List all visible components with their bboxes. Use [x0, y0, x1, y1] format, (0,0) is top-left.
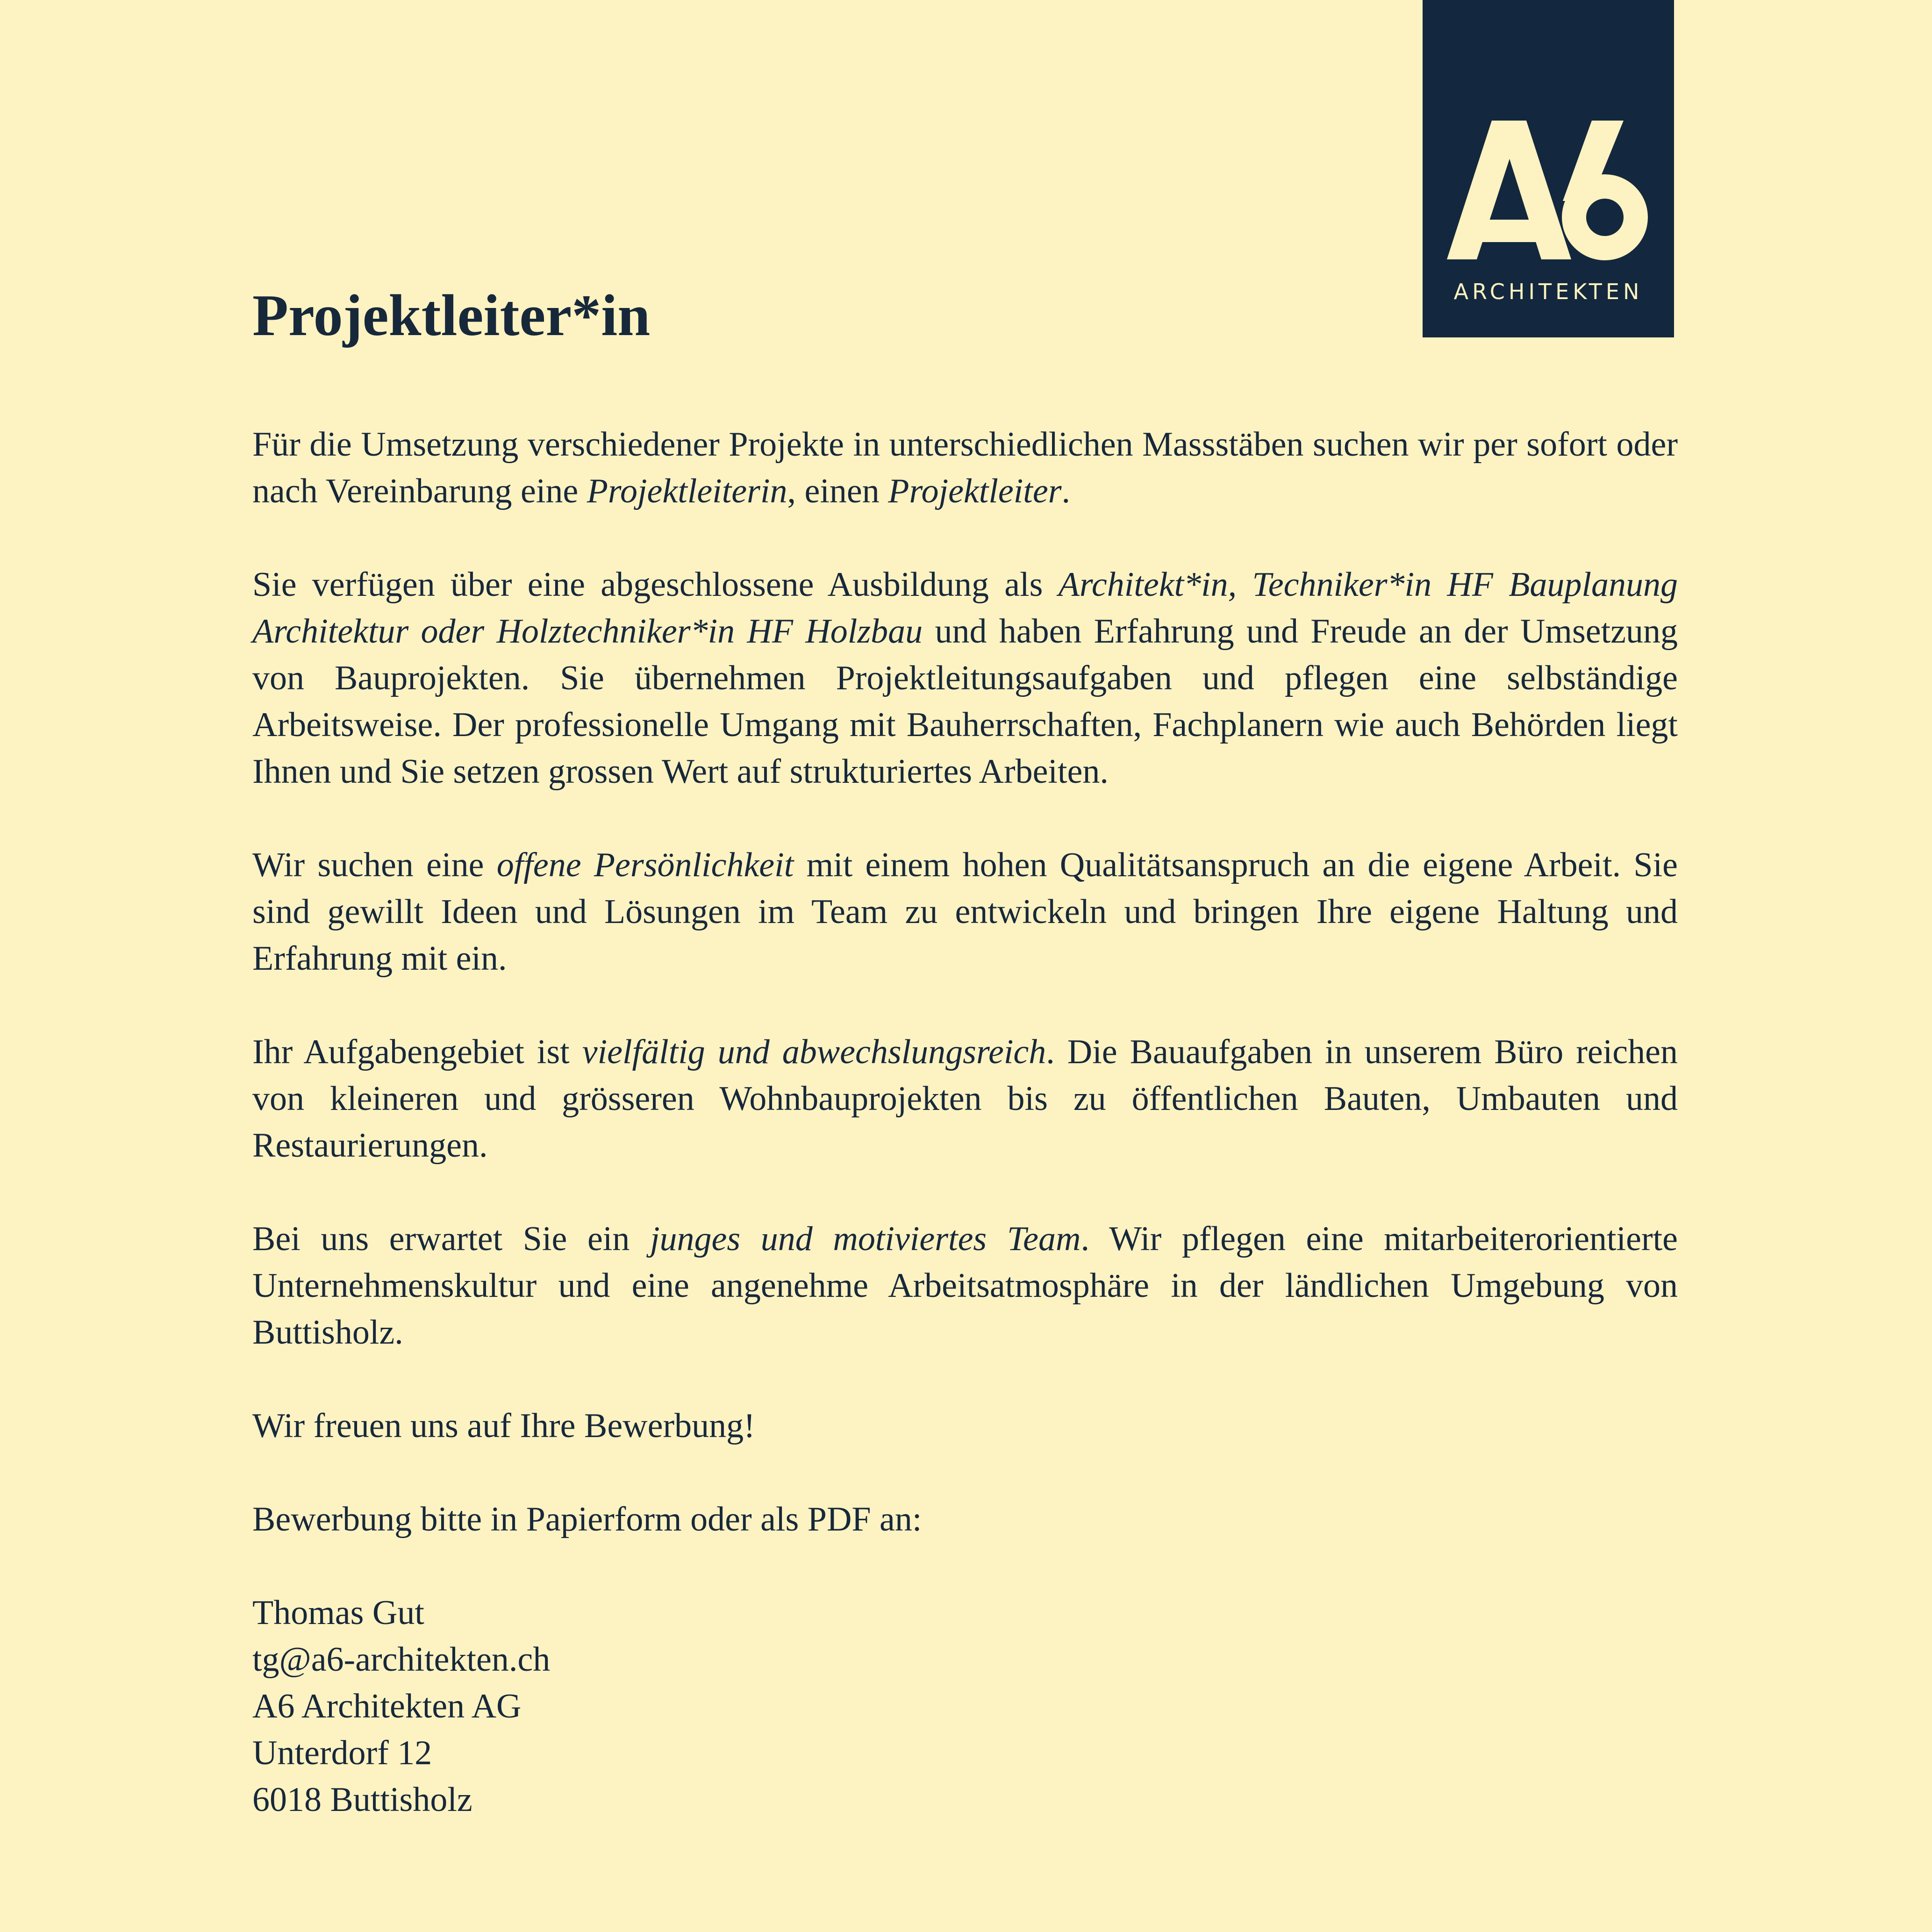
contact-name: Thomas Gut	[252, 1594, 424, 1632]
paragraph-team: Bei uns erwartet Sie ein junges und motiviertes Team. Wir pflegen eine mitarbeiterorientierte Unternehmenskultur und eine angenehme Arbeitsatmosphäre in der ländlichen Umgebung von Buttisholz.	[252, 1220, 1678, 1352]
page-title: Projektleiter*in	[252, 283, 651, 348]
posting-body	[252, 421, 1678, 1823]
paragraph-tasks: Ihr Aufgabengebiet ist vielfältig und abwechslungsreich. Die Bauaufgaben in unserem Büro reichen von kleineren und grösseren Wohnbauprojekten bis zu öffentlichen Bauten, Umbauten und Restaurierungen.	[252, 1033, 1678, 1165]
paragraph-intro: Für die Umsetzung verschiedener Projekte in unterschiedlichen Massstäben suchen wir per sofort oder nach Vereinbarung eine Projektleiterin, einen Projektleiter.	[252, 425, 1678, 511]
paragraph-application: Bewerbung bitte in Papierform oder als PDF an:	[252, 1500, 922, 1539]
job-posting	[252, 252, 1678, 1823]
paragraph-qualifications: Sie verfügen über eine abgeschlossene Ausbildung als Architekt*in, Techniker*in HF Bauplanung Architektur oder Holztechniker*in HF Holzbau und haben Erfahrung und Freude an der Umsetzung von Bauprojekten. Sie übernehmen Projektleitungsaufgaben und pflegen eine selbständige Arbeitsweise. Der professionelle Umgang mit Bauherrschaften, Fachplanern wie auch Behörden liegt Ihnen und Sie setzen grossen Wert auf strukturiertes Arbeiten.	[252, 565, 1678, 791]
paragraph-personality: Wir suchen eine offene Persönlichkeit mit einem hohen Qualitätsanspruch an die eigene Arbeit. Sie sind gewillt Ideen und Lösungen im Team zu entwickeln und bringen Ihre eigene Haltung und Erfahrung mit ein.	[252, 846, 1678, 978]
contact-city: 6018 Buttisholz	[252, 1781, 472, 1819]
contact-email[interactable]: tg@a6-architekten.ch	[252, 1640, 551, 1679]
contact-block	[252, 1589, 1678, 1823]
contact-street: Unterdorf 12	[252, 1734, 432, 1773]
logo-wordmark: ARCHITEKTEN	[1453, 279, 1643, 304]
contact-company: A6 Architekten AG	[252, 1687, 522, 1726]
paragraph-closing: Wir freuen uns auf Ihre Bewerbung!	[252, 1407, 755, 1445]
